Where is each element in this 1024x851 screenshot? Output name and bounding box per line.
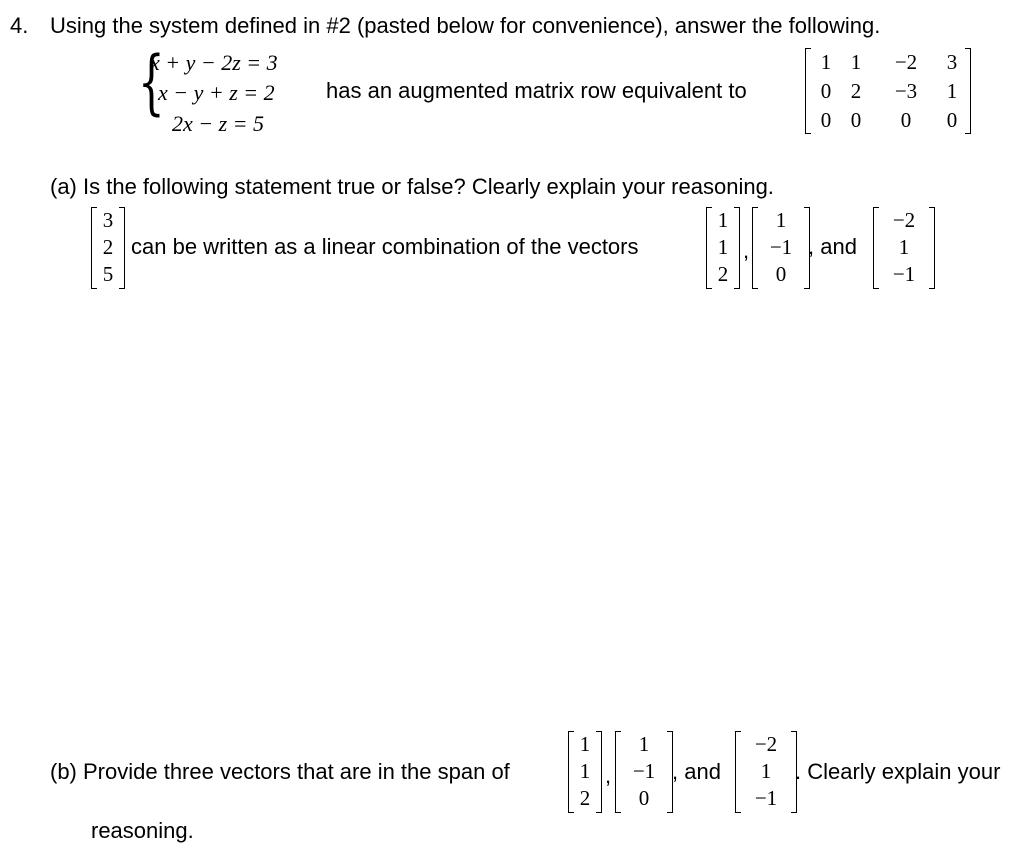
part-a-statement: can be written as a linear combination of the vectors — [131, 234, 639, 259]
problem-intro: Using the system defined in #2 (pasted below for convenience), answer the following. — [50, 13, 881, 38]
vector-entry: 1 — [579, 759, 591, 783]
vector-1 — [706, 207, 740, 289]
matrix-cell: 1 — [820, 50, 832, 74]
part-b-continuation: reasoning. — [91, 818, 194, 843]
and-text: , and — [808, 234, 857, 259]
vector-entry: 0 — [638, 786, 650, 810]
matrix-cell: 3 — [946, 50, 958, 74]
target-vector — [91, 207, 125, 289]
vector-entry: 1 — [638, 732, 650, 756]
problem-number: 4. — [10, 13, 29, 38]
left-brace-icon: { — [138, 41, 165, 123]
vector-entry: −1 — [754, 786, 778, 810]
matrix-cell: −2 — [894, 50, 918, 74]
vector-entry: −2 — [754, 732, 778, 756]
matrix-cell: 0 — [900, 108, 912, 132]
vector-entry: −2 — [892, 208, 916, 232]
vector-3 — [873, 207, 935, 289]
vector-entry: −1 — [769, 235, 793, 259]
equation-2: x − y + z = 2 — [158, 80, 275, 105]
and-text: , and — [672, 759, 721, 784]
right-bracket — [965, 48, 971, 134]
comma: , — [605, 763, 612, 788]
vector-entry: 3 — [102, 208, 114, 232]
vector-entry: −1 — [892, 262, 916, 286]
vector-3 — [735, 731, 797, 813]
vector-entry: 1 — [760, 759, 772, 783]
matrix-cell: 2 — [850, 79, 862, 103]
vector-entry: 2 — [102, 235, 114, 259]
matrix-cell: 0 — [820, 79, 832, 103]
vector-entry: 1 — [775, 208, 787, 232]
vector-entry: 1 — [717, 208, 729, 232]
vector-entry: 1 — [579, 732, 591, 756]
vector-entry: 0 — [775, 262, 787, 286]
part-a-question: (a) Is the following statement true or false? Clearly explain your reasoning. — [50, 174, 774, 199]
vector-entry: 2 — [579, 786, 591, 810]
part-b-tail: . Clearly explain your — [795, 759, 1001, 784]
matrix-connector-text: has an augmented matrix row equivalent to — [326, 78, 747, 103]
comma: , — [743, 238, 750, 263]
matrix-cell: 0 — [946, 108, 958, 132]
matrix-cell: 0 — [850, 108, 862, 132]
vector-entry: 1 — [717, 235, 729, 259]
part-b-lead: (b) Provide three vectors that are in the span of — [50, 759, 510, 784]
vector-2 — [615, 731, 673, 813]
vector-entry: 2 — [717, 262, 729, 286]
vector-entry: −1 — [632, 759, 656, 783]
vector-entry: 1 — [898, 235, 910, 259]
matrix-cell: 1 — [946, 79, 958, 103]
matrix-cell: 0 — [820, 108, 832, 132]
vector-entry: 5 — [102, 262, 114, 286]
augmented-matrix — [805, 48, 971, 134]
vector-1 — [568, 731, 602, 813]
matrix-cell: −3 — [894, 79, 918, 103]
equation-3: 2x − z = 5 — [172, 111, 265, 136]
equation-1: x + y − 2z = 3 — [150, 50, 278, 75]
left-bracket — [805, 48, 811, 134]
vector-2 — [752, 207, 810, 289]
matrix-cell: 1 — [850, 50, 862, 74]
